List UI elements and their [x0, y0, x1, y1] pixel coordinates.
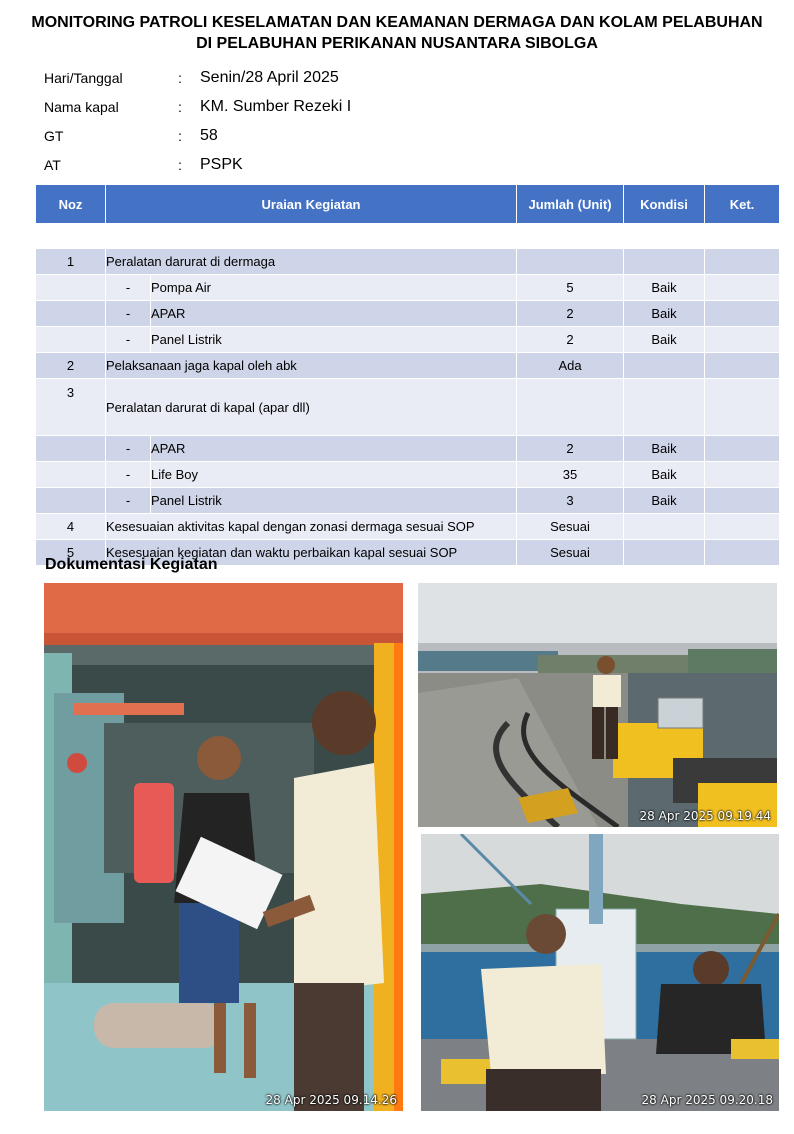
row-quantity: 3 [517, 488, 624, 514]
row-number: 1 [36, 249, 106, 275]
photo-engine-room-image [44, 583, 403, 1111]
row-number: 3 [36, 379, 106, 436]
row-description: Life Boy [151, 462, 517, 488]
row-description: Pompa Air [151, 275, 517, 301]
info-row-at [44, 154, 243, 176]
row-number: 5 [36, 540, 106, 566]
row-dash: - [106, 462, 151, 488]
info-colon: : [178, 99, 182, 115]
row-description: Kesesuaian aktivitas kapal dengan zonasi dermaga sesuai SOP [106, 514, 517, 540]
row-dash: - [106, 327, 151, 353]
table-row [36, 275, 780, 301]
photo-engine-room-inspection [44, 583, 403, 1111]
info-label: AT [44, 157, 61, 173]
table-row [36, 488, 780, 514]
row-condition: Baik [624, 488, 705, 514]
header-condition: Kondisi [624, 185, 705, 223]
info-row-gt [44, 125, 218, 147]
info-value: PSPK [200, 156, 243, 173]
info-value: 58 [200, 127, 218, 144]
info-value: KM. Sumber Rezeki I [200, 98, 352, 115]
row-condition: Baik [624, 301, 705, 327]
table-row [36, 327, 780, 353]
document-title [0, 12, 794, 54]
row-description: APAR [151, 436, 517, 462]
info-value: Senin/28 April 2025 [200, 69, 339, 86]
row-dash: - [106, 436, 151, 462]
row-quantity: Ada [517, 353, 624, 379]
row-quantity: 35 [517, 462, 624, 488]
info-label: GT [44, 128, 64, 144]
row-quantity: 2 [517, 301, 624, 327]
row-dash: - [106, 275, 151, 301]
info-label: Nama kapal [44, 99, 119, 115]
photo-crew-image [421, 834, 779, 1111]
monitoring-table [36, 185, 780, 566]
info-colon: : [178, 70, 182, 86]
row-description: APAR [151, 301, 517, 327]
row-number: 4 [36, 514, 106, 540]
info-row-ship-name [44, 96, 351, 118]
row-description: Peralatan darurat di kapal (apar dll) [106, 379, 517, 436]
table-row [36, 514, 780, 540]
photo-dock-image [418, 583, 777, 827]
row-condition: Baik [624, 436, 705, 462]
row-condition: Baik [624, 327, 705, 353]
row-description: Panel Listrik [151, 327, 517, 353]
info-colon: : [178, 157, 182, 173]
photo-dock-pump [418, 583, 777, 827]
table-header-row [36, 185, 780, 223]
row-quantity: 2 [517, 327, 624, 353]
table-row [36, 249, 780, 275]
info-colon: : [178, 128, 182, 144]
row-quantity: Sesuai [517, 540, 624, 566]
info-label: Hari/Tanggal [44, 70, 123, 86]
row-quantity: 2 [517, 436, 624, 462]
title-line-2: DI PELABUHAN PERIKANAN NUSANTARA SIBOLGA [196, 35, 598, 52]
header-description: Uraian Kegiatan [106, 185, 517, 223]
documentation-heading: Dokumentasi Kegiatan [45, 556, 218, 573]
row-description: Kesesuaian kegiatan dan waktu perbaikan kapal sesuai SOP [106, 540, 517, 566]
header-no: Noz [36, 185, 106, 223]
row-quantity: 5 [517, 275, 624, 301]
row-quantity: Sesuai [517, 514, 624, 540]
table-row [36, 301, 780, 327]
row-condition: Baik [624, 275, 705, 301]
row-condition: Baik [624, 462, 705, 488]
row-dash: - [106, 301, 151, 327]
header-quantity: Jumlah (Unit) [517, 185, 624, 223]
title-line-1: MONITORING PATROLI KESELAMATAN DAN KEAMANAN DERMAGA DAN KOLAM PELABUHAN [31, 14, 763, 31]
photo2-timestamp: 28 Apr 2025 09.19.44 [639, 809, 771, 823]
photo3-timestamp: 28 Apr 2025 09.20.18 [641, 1093, 773, 1107]
row-number: 2 [36, 353, 106, 379]
photo-ship-crew [421, 834, 779, 1111]
row-dash: - [106, 488, 151, 514]
table-row [36, 379, 780, 436]
info-row-date [44, 67, 339, 89]
photo1-timestamp: 28 Apr 2025 09.14.26 [265, 1093, 397, 1107]
header-notes: Ket. [705, 185, 780, 223]
table-row [36, 353, 780, 379]
table-row [36, 462, 780, 488]
row-description: Pelaksanaan jaga kapal oleh abk [106, 353, 517, 379]
row-description: Peralatan darurat di dermaga [106, 249, 517, 275]
row-description: Panel Listrik [151, 488, 517, 514]
table-row [36, 436, 780, 462]
